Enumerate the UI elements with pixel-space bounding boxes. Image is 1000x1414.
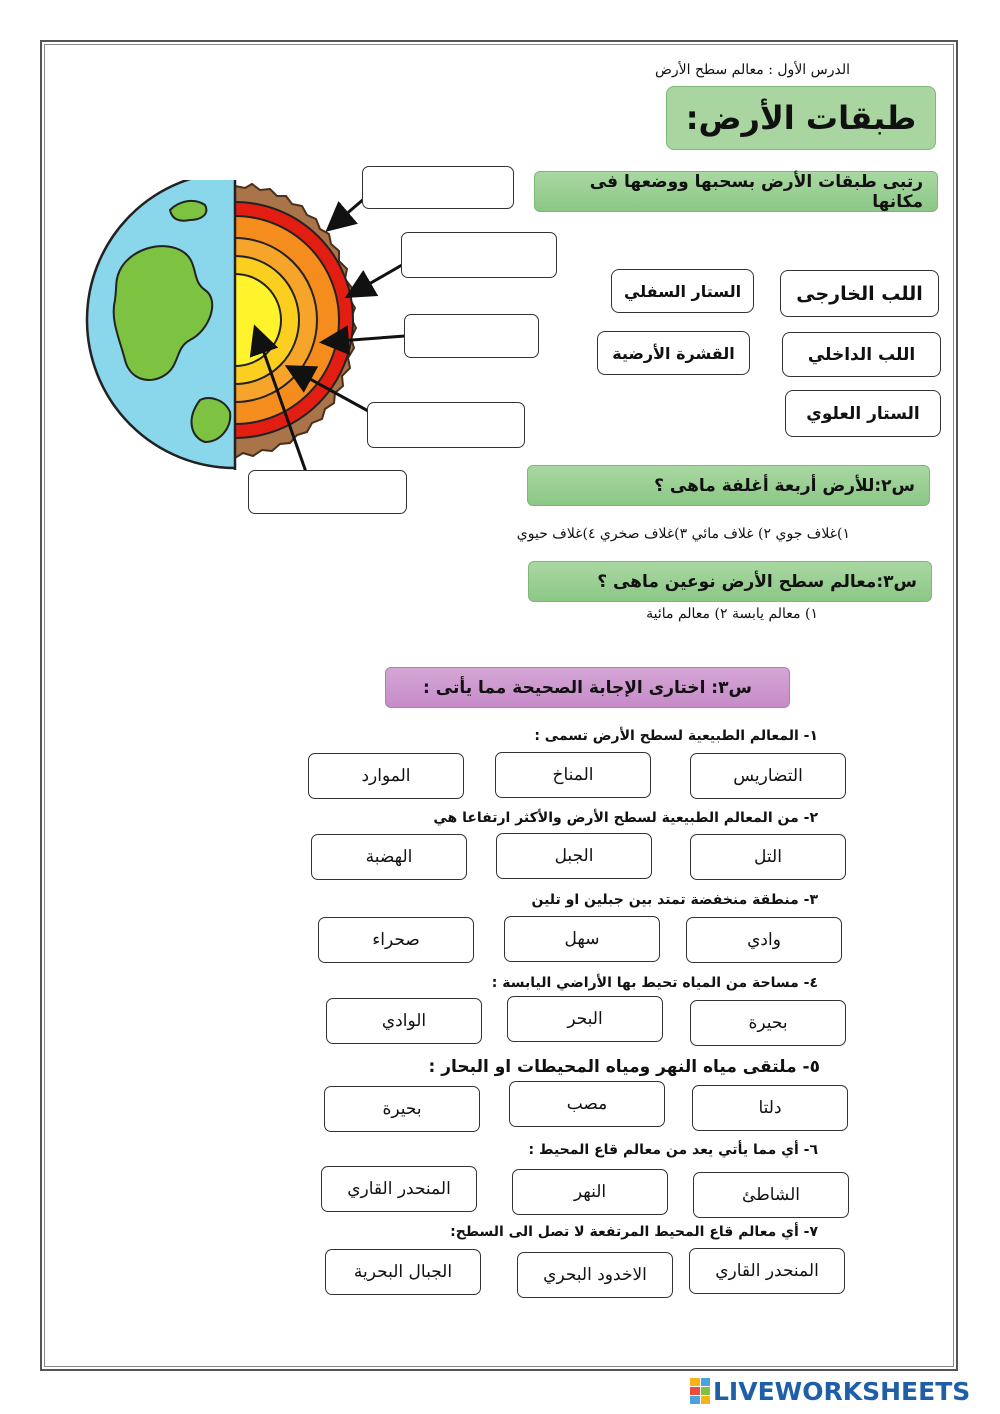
q3-question: س٣:معالم سطح الأرض نوعين ماهى ؟	[528, 561, 932, 602]
drop-target-3[interactable]	[404, 314, 539, 358]
page-title: طبقات الأرض:	[666, 86, 936, 150]
mcq-question-5: ٥- ملتقى مياه النهر ومياه المحيطات او البحار :	[428, 1057, 820, 1077]
q3-answer: ١) معالم يابسة ٢) معالم مائية	[646, 606, 818, 622]
q1-instruction: رتبى طبقات الأرض بسحبها ووضعها فى مكانها	[534, 171, 938, 212]
drop-target-4[interactable]	[367, 402, 525, 448]
mcq-7-option-2[interactable]: الاخدود البحري	[517, 1252, 673, 1298]
mcq-question-4: ٤- مساحة من المياه تحيط بها الأراضي اليابسة :	[491, 975, 818, 991]
mcq-5-option-3[interactable]: بحيرة	[324, 1086, 480, 1132]
mcq-1-option-2[interactable]: المناخ	[495, 752, 651, 798]
mcq-question-1: ١- المعالم الطبيعية لسطح الأرض تسمى :	[534, 728, 818, 744]
liveworksheets-logo	[690, 1374, 990, 1408]
mcq-6-option-1[interactable]: الشاطئ	[693, 1172, 849, 1218]
mcq-4-option-3[interactable]: الوادي	[326, 998, 482, 1044]
drag-word-crust[interactable]: القشرة الأرضية	[597, 331, 750, 375]
logo-grid-icon	[690, 1378, 710, 1404]
drop-target-2[interactable]	[401, 232, 557, 278]
mcq-2-option-3[interactable]: الهضبة	[311, 834, 467, 880]
brand-name: LIVEWORKSHEETS	[713, 1376, 971, 1406]
drop-target-1[interactable]	[362, 166, 514, 209]
arrow-crust	[330, 198, 365, 228]
mcq-2-option-2[interactable]: الجبل	[496, 833, 652, 879]
mcq-4-option-1[interactable]: بحيرة	[690, 1000, 846, 1046]
mcq-4-option-2[interactable]: البحر	[507, 996, 663, 1042]
mcq-question-2: ٢- من المعالم الطبيعية لسطح الأرض والأكثر ارتفاعا هي	[433, 810, 818, 826]
mcq-heading: س٣: اختارى الإجابة الصحيحة مما يأتى :	[385, 667, 790, 708]
mcq-6-option-3[interactable]: المنحدر القاري	[321, 1166, 477, 1212]
mcq-7-option-3[interactable]: الجبال البحرية	[325, 1249, 481, 1295]
mcq-7-option-1[interactable]: المنحدر القاري	[689, 1248, 845, 1294]
drag-word-upper-mantle[interactable]: الستار العلوي	[785, 390, 941, 437]
q2-answer: ١)غلاف جوي ٢) غلاف مائي ٣)غلاف صخري ٤)غلاف حيوي	[516, 526, 850, 542]
drop-target-5[interactable]	[248, 470, 407, 514]
lesson-title: الدرس الأول : معالم سطح الأرض	[654, 62, 850, 78]
arrow-inner-core	[256, 330, 306, 472]
mcq-6-option-2[interactable]: النهر	[512, 1169, 668, 1215]
arrow-upper-mantle	[350, 265, 402, 295]
drag-word-outer-core[interactable]: اللب الخارجى	[780, 270, 939, 317]
q2-question: س٢:للأرض أربعة أغلفة ماهى ؟	[527, 465, 930, 506]
mcq-question-6: ٦- أي مما يأتي يعد من معالم قاع المحيط :	[528, 1142, 818, 1158]
drag-word-inner-core[interactable]: اللب الداخلي	[782, 332, 941, 377]
mcq-1-option-3[interactable]: الموارد	[308, 753, 464, 799]
mcq-question-3: ٣- منطقة منخفضة تمتد بين جبلين او تلين	[531, 892, 818, 908]
drag-word-lower-mantle[interactable]: الستار السفلي	[611, 269, 754, 313]
mcq-3-option-2[interactable]: سهل	[504, 916, 660, 962]
arrow-outer-core	[290, 368, 370, 412]
mcq-3-option-3[interactable]: صحراء	[318, 917, 474, 963]
mcq-2-option-1[interactable]: التل	[690, 834, 846, 880]
mcq-question-7: ٧- أي معالم قاع المحيط المرتفعة لا تصل الى السطح:	[450, 1224, 818, 1240]
mcq-5-option-1[interactable]: دلتا	[692, 1085, 848, 1131]
mcq-5-option-2[interactable]: مصب	[509, 1081, 665, 1127]
mcq-1-option-1[interactable]: التضاريس	[690, 753, 846, 799]
arrow-lower-mantle	[325, 336, 405, 342]
mcq-3-option-1[interactable]: وادي	[686, 917, 842, 963]
